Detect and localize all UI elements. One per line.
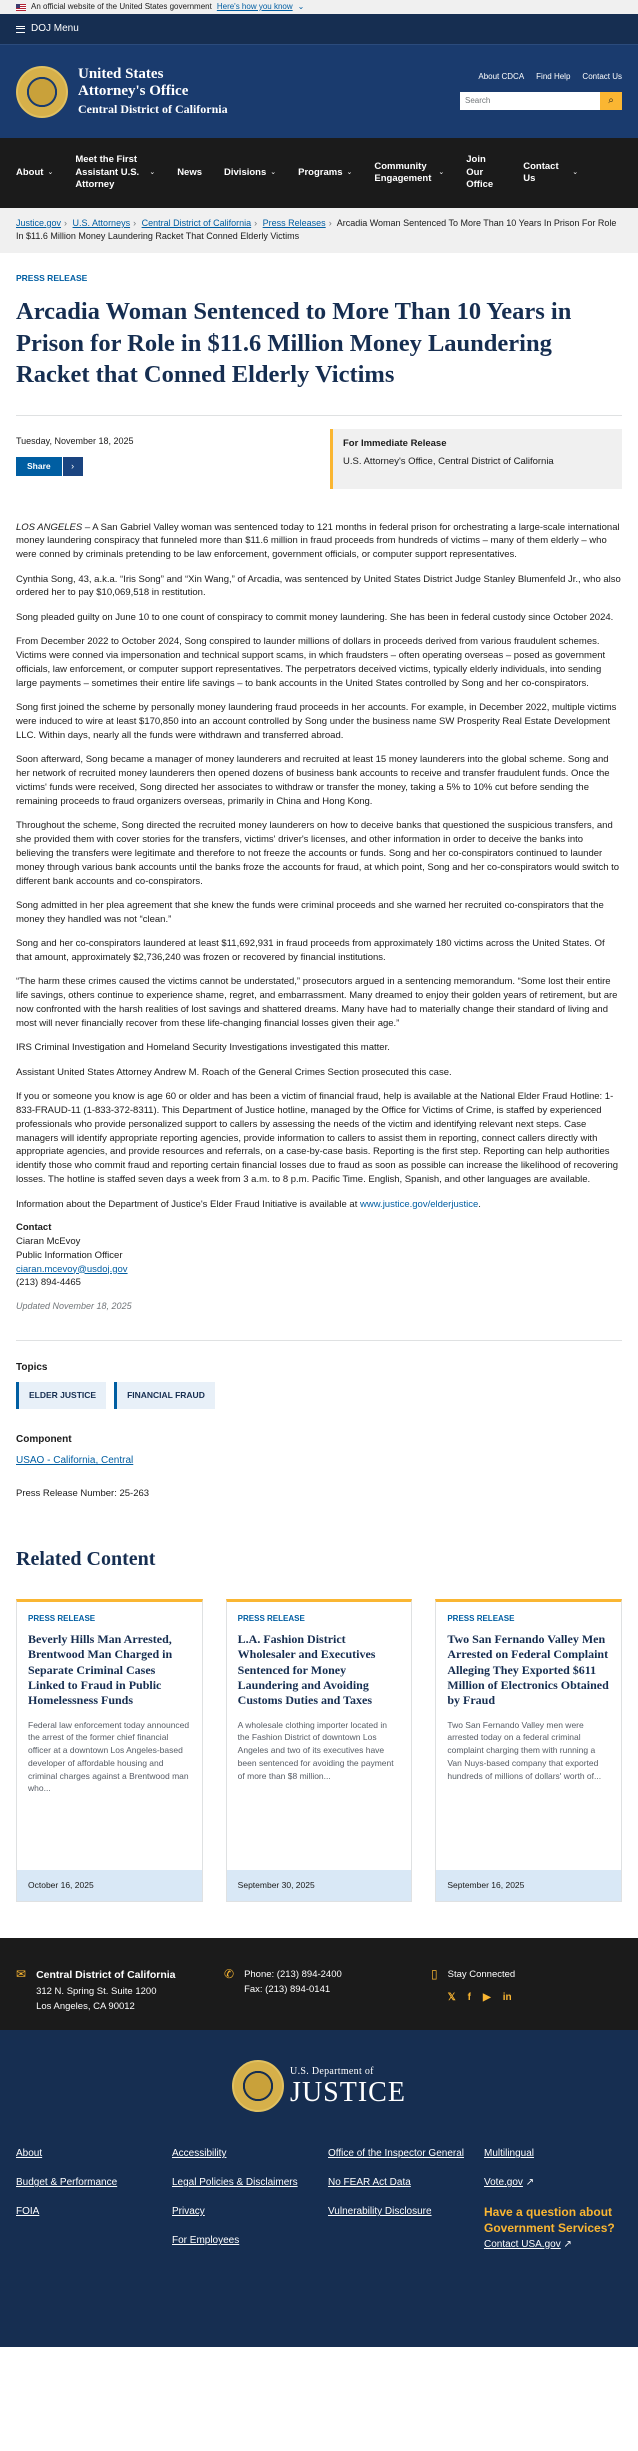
chevron-down-icon: ⌄ (297, 1, 305, 11)
footer-col-3 (328, 2146, 484, 2252)
footer-phone: Phone: (213) 894-2400 (244, 1969, 342, 1981)
nav-item-label: Meet the First Assistant U.S. Attorney (75, 154, 140, 191)
chevron-right-icon: › (63, 457, 83, 476)
footer-link-vote[interactable]: Vote.gov (484, 2177, 523, 2189)
press-release-number: Press Release Number: 25-263 (16, 1488, 150, 1500)
contact-us-link[interactable]: Contact Us (582, 72, 622, 81)
topics-heading: Topics (16, 1362, 48, 1374)
site-header (0, 44, 638, 138)
card-date: October 16, 2025 (17, 1870, 202, 1901)
gov-banner-text: An official website of the United States government (31, 1, 212, 11)
search-icon: ⌕ (608, 95, 614, 107)
card-teaser: Two San Fernando Valley men were arrested today on a federal criminal complaint charging them with running a Van Nuys-based company that exported hundreds of millions of dollars' worth of... (447, 1719, 602, 1781)
nav-item-label: Join Our Office (466, 154, 494, 191)
contact-phone: (213) 894-4465 (16, 1277, 81, 1289)
nav-item-3[interactable] (224, 167, 276, 179)
nav-item-label: Community Engagement (374, 160, 432, 184)
doj-seal-logo[interactable] (16, 66, 68, 118)
card-date: September 16, 2025 (436, 1870, 621, 1901)
card-kicker: PRESS RELEASE (237, 1614, 305, 1624)
related-card[interactable] (16, 1599, 203, 1902)
find-help-link[interactable]: Find Help (536, 72, 571, 81)
component-link[interactable]: USAO - California, Central (16, 1454, 134, 1466)
article (0, 273, 638, 1902)
office-title-line2: Attorney's Office (78, 83, 189, 100)
card-teaser: Federal law enforcement today announced the arrest of the former chief financial officer at a downtown Los Angeles-based developer of affordable housing and criminal charges against a Brentwood man who... (28, 1719, 190, 1794)
breadcrumb: Justice.gov › U.S. Attorneys › Central District of California › Press Releases › Arcadia Woman Sentenced To More Than 10 Years In Prison For Role In $11.6 Million Money Laundering Racket That Conned Elderly Victims (0, 208, 638, 253)
hamburger-icon (16, 26, 25, 33)
related-card[interactable] (435, 1599, 622, 1902)
footer-link-privacy[interactable]: Privacy (172, 2206, 205, 2218)
article-paragraph: Throughout the scheme, Song directed the recruited money launderers on how to deceive banks that questioned the suspicious transfers, and she provided them with cover stories for the transfers, victims' driver's licenses, and other information in order to deceive the banks into believing the transfers were legitimate and therefore to not freeze the accounts or funds. Song and her co-conspirators continued to launder money through various bank accounts until the banks froze the accounts for fraud, at which point, Song and her co-conspirators would switch to different bank accounts and co-conspirators. (16, 820, 620, 887)
chevron-down-icon: ⌄ (149, 169, 156, 177)
phone-icon: ✆ (224, 1967, 235, 1982)
nav-item-label: Contact Us (523, 160, 559, 184)
header-links (478, 72, 622, 83)
footer-link-vuln[interactable]: Vulnerability Disclosure (328, 2206, 432, 2218)
footer-col-4 (484, 2146, 624, 2252)
nav-item-7[interactable] (523, 161, 578, 186)
contact-name: Ciaran McEvoy (16, 1235, 81, 1247)
elder-justice-link[interactable]: www.justice.gov/elderjustice (360, 1198, 479, 1210)
doj-big-text: JUSTICE (290, 2076, 406, 2108)
footer-link-accessibility[interactable]: Accessibility (172, 2148, 227, 2160)
search-form (460, 92, 622, 110)
doj-menu-label: DOJ Menu (31, 23, 79, 35)
search-input[interactable]: Search (460, 92, 600, 110)
release-office: U.S. Attorney's Office, Central District of California (343, 456, 554, 468)
topic-tag-financial-fraud[interactable]: FINANCIAL FRAUD (114, 1382, 215, 1409)
elder-end: . (478, 1198, 481, 1210)
linkedin-icon[interactable]: in (502, 1991, 512, 2003)
envelope-icon: ✉ (16, 1967, 27, 1982)
doj-footer (0, 2030, 638, 2347)
footer-office-name: Central District of California (36, 1969, 176, 1982)
card-date: September 30, 2025 (227, 1870, 412, 1901)
related-cards (16, 1599, 622, 1902)
breadcrumb-press-releases[interactable]: Press Releases (262, 218, 326, 228)
elder-text: Information about the Department of Justice's Elder Fraud Initiative is available at (16, 1198, 360, 1210)
nav-item-5[interactable] (374, 161, 444, 186)
main-nav (0, 138, 638, 208)
footer-link-nofear[interactable]: No FEAR Act Data (328, 2177, 411, 2189)
heres-how-link[interactable]: Here's how you know (216, 1, 293, 11)
nav-item-label: News (177, 166, 203, 178)
gov-banner (0, 0, 638, 14)
card-teaser: A wholesale clothing importer located in the Fashion District of downtown Los Angeles and two of its executives have been sentenced for avoiding the payment of more than $8 million... (237, 1719, 394, 1781)
contact-title: Public Information Officer (16, 1249, 123, 1261)
nav-item-6[interactable] (466, 154, 501, 191)
topic-tag-elder-justice[interactable]: ELDER JUSTICE (16, 1382, 106, 1409)
article-paragraph: Song pleaded guilty on June 10 to one count of conspiracy to commit money laundering. She has been in federal custody since October 2024. (16, 611, 614, 623)
related-content-heading: Related Content (16, 1548, 156, 1571)
chevron-down-icon: ⌄ (438, 169, 445, 177)
article-paragraph: From December 2022 to October 2024, Song conspired to launder millions of dollars in proceeds derived from various fraudulent schemes. Victims were conned via impersonation and technical support scams, in which fraudsters – often operating overseas – posed as government officials, law enforcement, or computer support representatives. The perpetrators deceived victims, typically elderly individuals, into sending large payments – sometimes their entire life savings – to bank accounts in the United States controlled by Song and her co-conspirators. (16, 636, 606, 689)
doj-menu-bar[interactable] (0, 14, 638, 44)
doj-footer-seal (232, 2060, 284, 2112)
office-title-line3: Central District of California (78, 101, 228, 116)
nav-item-1[interactable] (75, 154, 155, 191)
youtube-icon[interactable]: ▶ (483, 1991, 491, 2003)
release-box (330, 429, 622, 489)
breadcrumb-current: Arcadia Woman Sentenced To More Than 10 Years In Prison For Role In $11.6 Million Money Laundering Racket That Conned Elderly Victims (16, 218, 617, 241)
article-body (16, 521, 622, 1212)
footer-link-foia[interactable]: FOIA (16, 2206, 40, 2218)
component-heading: Component (16, 1434, 72, 1446)
article-paragraph: Song admitted in her plea agreement that she knew the funds were criminal proceeds and she warned her recruited co-conspirators that the money they handled was not “clean.” (16, 899, 604, 925)
chevron-down-icon: ⌄ (270, 169, 277, 177)
elder-justice-paragraph (16, 1198, 622, 1212)
chevron-down-icon: ⌄ (346, 169, 353, 177)
stay-connected: Stay Connected (447, 1969, 516, 1981)
nav-item-2[interactable] (177, 167, 202, 179)
x-icon[interactable]: 𝕏 (447, 1991, 456, 2003)
external-link-icon: ↗ (525, 2177, 535, 2189)
updated-date: Updated November 18, 2025 (16, 1301, 132, 1312)
article-paragraph: Song and her co-conspirators laundered at least $11,692,931 in fraud proceeds from approximately 180 victims across the United States. Of that amount, approximately $2,736,240 was frozen or recovered by financial institutions. (16, 938, 605, 964)
contact-email-link[interactable]: ciaran.mcevoy@usdoj.gov (16, 1263, 128, 1275)
contact-block (16, 1221, 622, 1290)
article-kicker: PRESS RELEASE (16, 273, 88, 283)
share-label: Share (16, 457, 62, 476)
dateline: LOS ANGELES (16, 521, 83, 533)
article-lead (16, 521, 622, 563)
topics-tags (16, 1382, 622, 1409)
article-paragraph: Song first joined the scheme by personally money laundering fraud proceeds in her accounts. For example, in December 2022, multiple victims were induced to wire at least $170,850 into an account controlled by Song under the business name SW Prosperity Real Estate Development LLC. Within days, nearly all the funds were withdrawn and transferred abroad. (16, 702, 617, 741)
article-date: Tuesday, November 18, 2025 (16, 435, 134, 446)
doj-footer-logo[interactable] (0, 2060, 638, 2112)
chevron-down-icon: ⌄ (47, 169, 54, 177)
article-paragraph: IRS Criminal Investigation and Homeland Security Investigations investigated this matter. (16, 1042, 390, 1054)
facebook-icon[interactable]: f (467, 1991, 472, 2003)
contact-usa-link[interactable]: Contact USA.gov (484, 2238, 561, 2250)
footer-link-budget[interactable]: Budget & Performance (16, 2177, 118, 2189)
footer-link-employees[interactable]: For Employees (172, 2235, 240, 2247)
share-button[interactable] (16, 457, 134, 476)
nav-item-4[interactable] (298, 167, 352, 179)
nav-item-label: Divisions (224, 166, 267, 178)
footer-link-multilingual[interactable]: Multilingual (484, 2148, 535, 2160)
footer-link-about[interactable]: About (16, 2148, 43, 2160)
article-paragraph: Soon afterward, Song became a manager of money launderers and recruited at least 15 money launderers into the global scheme. Song and her network of recruited money launderers then opened dozens of business bank accounts to receive and transfer fraudulent funds. Once the victims' funds were received, Song directed her associates to withdraw or transfer the money, taking a 5% to 10% cut before sending the remaining proceeds to fraud organizers overseas, primarily in China and Hong Kong. (16, 754, 610, 807)
doj-small-text: U.S. Department of (290, 2066, 374, 2078)
nav-item-label: Programs (298, 166, 343, 178)
lead-text: – A San Gabriel Valley woman was sentenced today to 121 months in federal prison for orchestrating a large-scale international money laundering conspiracy that funneled more than $11.6 million in fraud proceeds from hundreds of victims – many of them elderly – who were conned by criminals pretending to be law enforcement, government officials, or computer support representatives. (16, 521, 620, 561)
release-title: For Immediate Release (343, 437, 447, 449)
article-paragraph: If you or someone you know is age 60 or older and has been a victim of financial fraud, help is available at the National Elder Fraud Hotline: 1-833-FRAUD-11 (1-833-372-8311). This Department of Justice hotline, managed by the Office for Victims of Crime, is staffed by experienced professionals who provide personalized support to callers by assessing the needs of the victim and identifying relevant next steps. Case managers will identify appropriate reporting agencies, provide information to callers to assist them in reporting, connect callers directly with appropriate agencies, and provide resources and referrals, on a case-by-case basis. Reporting is the first step. Reporting can help authorities identify those who commit fraud and reporting certain financial losses due to fraud as soon as possible can increase the likelihood of recovering losses. The hotline is staffed seven days a week from 3 a.m. to 8 p.m. Pacific Time. English, Spanish, and other languages are available. (16, 1091, 619, 1186)
page-title: Arcadia Woman Sentenced to More Than 10 Years in Prison for Role in $11.6 Million Money Laundering Racket that Conned Elderly Victims (16, 298, 572, 389)
footer-address2: Los Angeles, CA 90012 (36, 2001, 135, 2013)
gov-services-question: Have a question about Government Services? (484, 2205, 615, 2236)
footer-col-1 (16, 2146, 172, 2252)
footer-link-oig[interactable]: Office of the Inspector General (328, 2148, 465, 2160)
us-flag-icon (16, 4, 26, 11)
office-title[interactable] (78, 66, 228, 117)
office-title-line1: United States (78, 66, 164, 83)
nav-item-0[interactable] (16, 167, 53, 179)
footer-link-legal[interactable]: Legal Policies & Disclaimers (172, 2177, 298, 2189)
breadcrumb-us-attorneys[interactable]: U.S. Attorneys (72, 218, 131, 228)
breadcrumb-cdca[interactable]: Central District of California (141, 218, 252, 228)
mobile-icon: ▯ (431, 1967, 438, 1982)
chevron-down-icon: ⌄ (572, 169, 579, 177)
footer-address1: 312 N. Spring St. Suite 1200 (36, 1986, 157, 1998)
card-title-link[interactable]: Two San Fernando Valley Men Arrested on Federal Complaint Alleging They Exported $611 Million of Electronics Obtained by Fraud (447, 1631, 609, 1708)
footer-links (0, 2112, 638, 2252)
footer-fax: Fax: (213) 894-0141 (244, 1983, 331, 1995)
article-paragraph: “The harm these crimes caused the victims cannot be understated,” prosecutors argued in a sentencing memorandum. “Some lost their entire life savings, others continue to experience shame, regret, and embarrassment. Many dreamed to enjoy their golden years of retirement, but are now confronted with the harsh realities of lost savings and shattered dreams. Many have had to materially change their standard of living and most will never financially recover from these life-changing financial losses given their age.” (16, 976, 618, 1029)
card-kicker: PRESS RELEASE (447, 1614, 515, 1624)
footer-col-2 (172, 2146, 328, 2252)
article-paragraph: Cynthia Song, 43, a.k.a. “Iris Song” and “Xin Wang,” of Arcadia, was sentenced by United States District Judge Stanley Blumenfeld Jr., who also ordered her to pay $10,069,518 in restitution. (16, 573, 621, 599)
about-cdca-link[interactable]: About CDCA (478, 72, 525, 81)
search-button[interactable] (600, 92, 622, 110)
breadcrumb-justice[interactable]: Justice.gov (16, 218, 62, 228)
nav-item-label: About (16, 166, 44, 178)
article-paragraph: Assistant United States Attorney Andrew M. Roach of the General Crimes Section prosecuted this case. (16, 1066, 452, 1078)
related-card[interactable] (226, 1599, 413, 1902)
office-footer (0, 1938, 638, 2030)
card-title-link[interactable]: Beverly Hills Man Arrested, Brentwood Man Charged in Separate Criminal Cases Linked to Fraud in Public Homelessness Funds (28, 1631, 173, 1708)
card-title-link[interactable]: L.A. Fashion District Wholesaler and Executives Sentenced for Money Laundering and Avoiding Customs Duties and Taxes (237, 1631, 376, 1708)
card-kicker: PRESS RELEASE (28, 1614, 96, 1624)
external-link-icon: ↗ (563, 2238, 572, 2250)
contact-heading: Contact (16, 1221, 52, 1233)
